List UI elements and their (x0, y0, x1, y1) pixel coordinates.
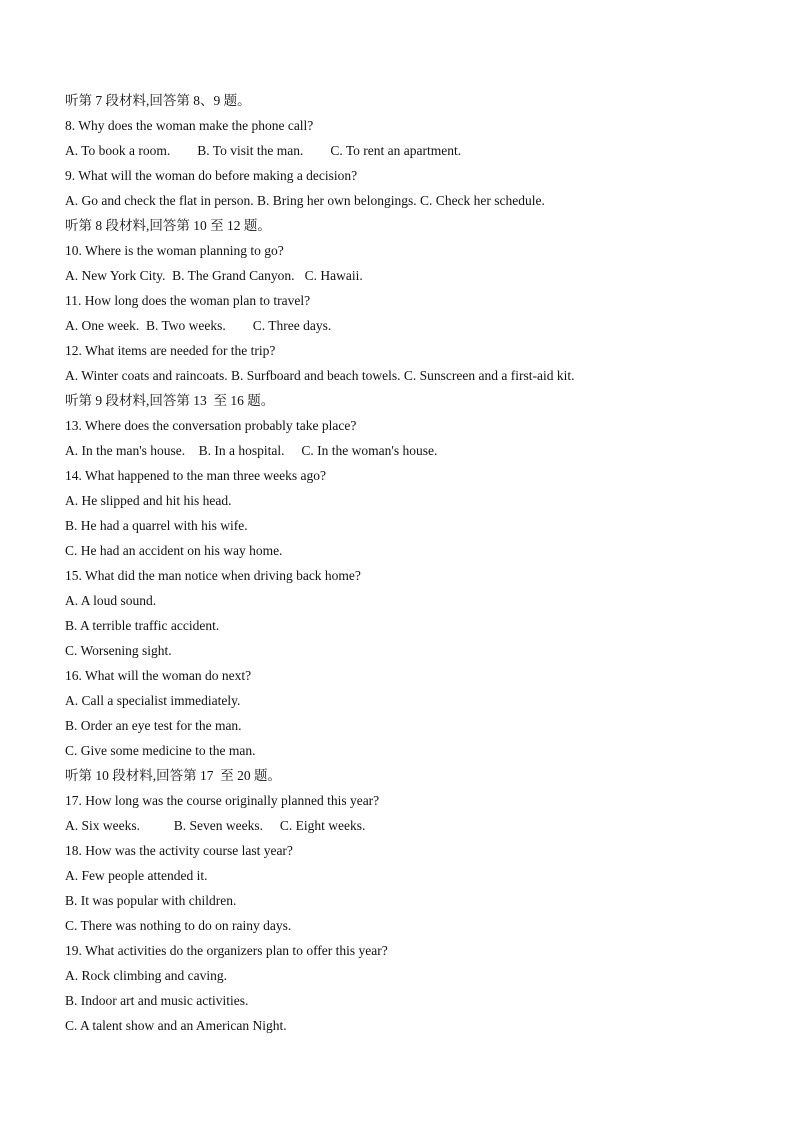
options-8: A. To book a room. B. To visit the man. C. To rent an apartment. (65, 143, 462, 158)
question-19: 19. What activities do the organizers plan to offer this year? (65, 943, 388, 958)
document-page (65, 88, 765, 1038)
section-heading-10: 听第 10 段材料,回答第 17 至 20 题。 (65, 768, 281, 783)
option-18c: C. There was nothing to do on rainy days. (65, 918, 292, 933)
section-heading-8: 听第 8 段材料,回答第 10 至 12 题。 (65, 218, 271, 233)
question-10: 10. Where is the woman planning to go? (65, 243, 284, 258)
option-14a: A. He slipped and hit his head. (65, 493, 232, 508)
options-12: A. Winter coats and raincoats. B. Surfboard and beach towels. C. Sunscreen and a first-aid kit. (65, 368, 575, 383)
option-18b: B. It was popular with children. (65, 893, 237, 908)
section-heading-9: 听第 9 段材料,回答第 13 至 16 题。 (65, 393, 275, 408)
question-11: 11. How long does the woman plan to travel? (65, 293, 311, 308)
options-17: A. Six weeks. B. Seven weeks. C. Eight weeks. (65, 818, 366, 833)
question-15: 15. What did the man notice when driving back home? (65, 568, 361, 583)
question-12: 12. What items are needed for the trip? (65, 343, 276, 358)
question-17: 17. How long was the course originally planned this year? (65, 793, 380, 808)
question-8: 8. Why does the woman make the phone call? (65, 118, 314, 133)
option-16c: C. Give some medicine to the man. (65, 743, 256, 758)
option-16a: A. Call a specialist immediately. (65, 693, 241, 708)
question-9: 9. What will the woman do before making a decision? (65, 168, 358, 183)
options-9: A. Go and check the flat in person. B. Bring her own belongings. C. Check her schedule. (65, 193, 545, 208)
options-13: A. In the man's house. B. In a hospital. C. In the woman's house. (65, 443, 438, 458)
question-16: 16. What will the woman do next? (65, 668, 252, 683)
question-18: 18. How was the activity course last year? (65, 843, 293, 858)
option-15a: A. A loud sound. (65, 593, 157, 608)
option-15c: C. Worsening sight. (65, 643, 172, 658)
option-16b: B. Order an eye test for the man. (65, 718, 242, 733)
options-10: A. New York City. B. The Grand Canyon. C. Hawaii. (65, 268, 363, 283)
question-13: 13. Where does the conversation probably take place? (65, 418, 357, 433)
question-14: 14. What happened to the man three weeks ago? (65, 468, 327, 483)
option-19a: A. Rock climbing and caving. (65, 968, 227, 983)
option-19b: B. Indoor art and music activities. (65, 993, 249, 1008)
options-11: A. One week. B. Two weeks. C. Three days. (65, 318, 332, 333)
option-18a: A. Few people attended it. (65, 868, 208, 883)
option-19c: C. A talent show and an American Night. (65, 1018, 287, 1033)
option-14b: B. He had a quarrel with his wife. (65, 518, 248, 533)
option-14c: C. He had an accident on his way home. (65, 543, 283, 558)
option-15b: B. A terrible traffic accident. (65, 618, 220, 633)
section-heading-7: 听第 7 段材料,回答第 8、9 题。 (65, 93, 251, 108)
